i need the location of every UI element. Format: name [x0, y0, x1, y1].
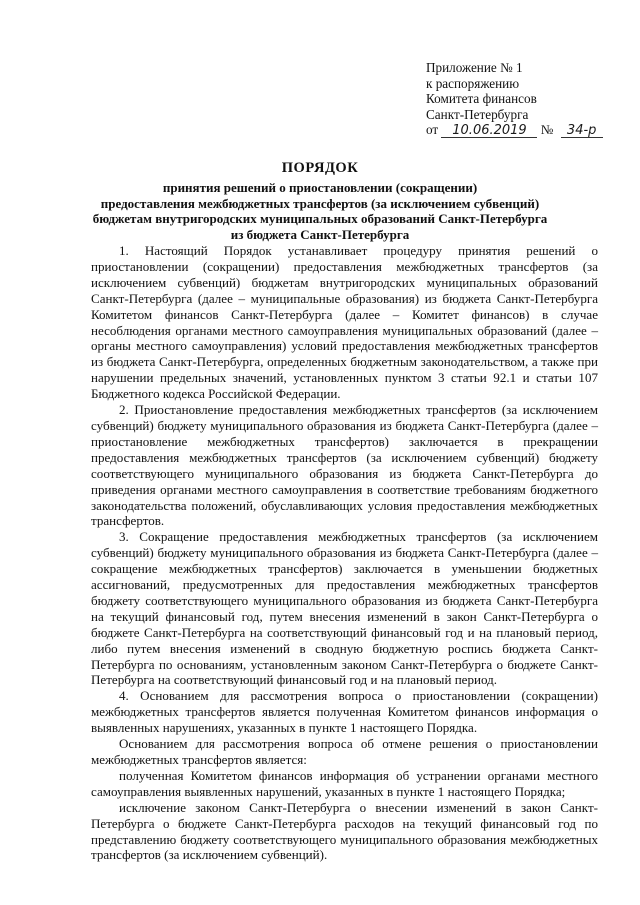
paragraph: 1. Настоящий Порядок устанавливает процедуру принятия решений о приостановлении (сокращении) предоставления межбюджетных трансфертов (за исключением субвенций) бюджетам внутригородских муниципальных образований Санкт-Петербурга (далее – муниципальные образования) из бюджета Санкт-Петербурга Комитетом финансов Санкт-Петербурга (далее – Комитет финансов) в случае несоблюдения органами местного самоуправления муниципальных образований (далее – органы местного самоуправления) условий предоставления межбюджетных трансфертов из бюджета Санкт-Петербурга, определенных бюджетным законодательством, а также при нарушении предельных значений, установленных пунктом 3 статьи 92.1 и статьи 107 Бюджетного кодекса Российской Федерации.: [91, 243, 598, 402]
document-title: ПОРЯДОК: [281, 160, 359, 176]
paragraph: 2. Приостановление предоставления межбюджетных трансфертов (за исключением субвенций) бюджету муниципального образования из бюджета Санкт-Петербурга (далее – приостановление межбюджетных трансфертов) заключается в прекращении предоставления межбюджетных трансфертов (за исключением субвенций) бюджету соответствующего муниципального образования из бюджета Санкт-Петербурга до приведения органами местного самоуправления в соответствие требованиям бюджетного законодательства положений, обуславливающих условия предоставления межбюджетных трансфертов.: [91, 402, 598, 529]
paragraph: 3. Сокращение предоставления межбюджетных трансфертов (за исключением субвенций) бюджету муниципального образования из бюджета Санкт-Петербурга (далее – сокращение межбюджетных трансфертов) заключается в уменьшении бюджетных ассигнований, предусмотренных для предоставления межбюджетных трансфертов бюджету соответствующего муниципального образования из бюджета Санкт-Петербурга на текущий финансовый год, путем внесения изменений в закон Санкт-Петербурга о бюджете Санкт-Петербурга на соответствующий финансовый год и на плановый период, либо путем внесения изменений в сводную бюджетную роспись бюджета Санкт-Петербурга по основаниям, установленным законом Санкт-Петербурга о бюджете Санкт-Петербурга на соответствующий финансовый год и на плановый период.: [91, 529, 598, 688]
annex-block: [426, 60, 626, 138]
subtitle-line: предоставления межбюджетных трансфертов (за исключением субвенций): [100, 195, 540, 211]
annex-line: Комитета финансов: [426, 91, 537, 107]
annex-date-line: [426, 122, 626, 138]
handwritten-number: 34-р: [561, 124, 603, 138]
paragraph: полученная Комитетом финансов информация об устранении органами местного самоуправления выявленных нарушений, указанных в пункте 1 настоящего Порядка;: [91, 767, 598, 799]
handwritten-date: 10.06.2019: [441, 124, 537, 138]
number-prefix: №: [540, 122, 554, 138]
subtitle-line: принятия решений о приостановлении (сокращении): [162, 180, 478, 195]
date-prefix: от: [426, 122, 439, 138]
annex-line: Приложение № 1: [426, 60, 523, 75]
document-subtitle: [60, 180, 580, 242]
annex-line: Санкт-Петербурга: [426, 106, 529, 122]
paragraph: Основанием для рассмотрения вопроса об отмене решения о приостановлении межбюджетных трансфертов является:: [91, 736, 598, 767]
subtitle-line: бюджетам внутригородских муниципальных образований Санкт-Петербурга: [92, 211, 548, 227]
annex-line: к распоряжению: [426, 75, 520, 91]
paragraph: исключение законом Санкт-Петербурга о внесении изменений в закон Санкт-Петербурга о бюджете Санкт-Петербурга расходов на текущий финансовый год по представлению бюджету соответствующего муниципального образования межбюджетных трансфертов (за исключением субвенций).: [91, 799, 598, 863]
paragraph: 4. Основанием для рассмотрения вопроса о приостановлении (сокращении) межбюджетных трансфертов является полученная Комитетом финансов информация о выявленных нарушениях, указанных в пункте 1 настоящего Порядка.: [91, 688, 598, 736]
document-body: [91, 243, 598, 863]
subtitle-line: из бюджета Санкт-Петербурга: [230, 226, 410, 242]
